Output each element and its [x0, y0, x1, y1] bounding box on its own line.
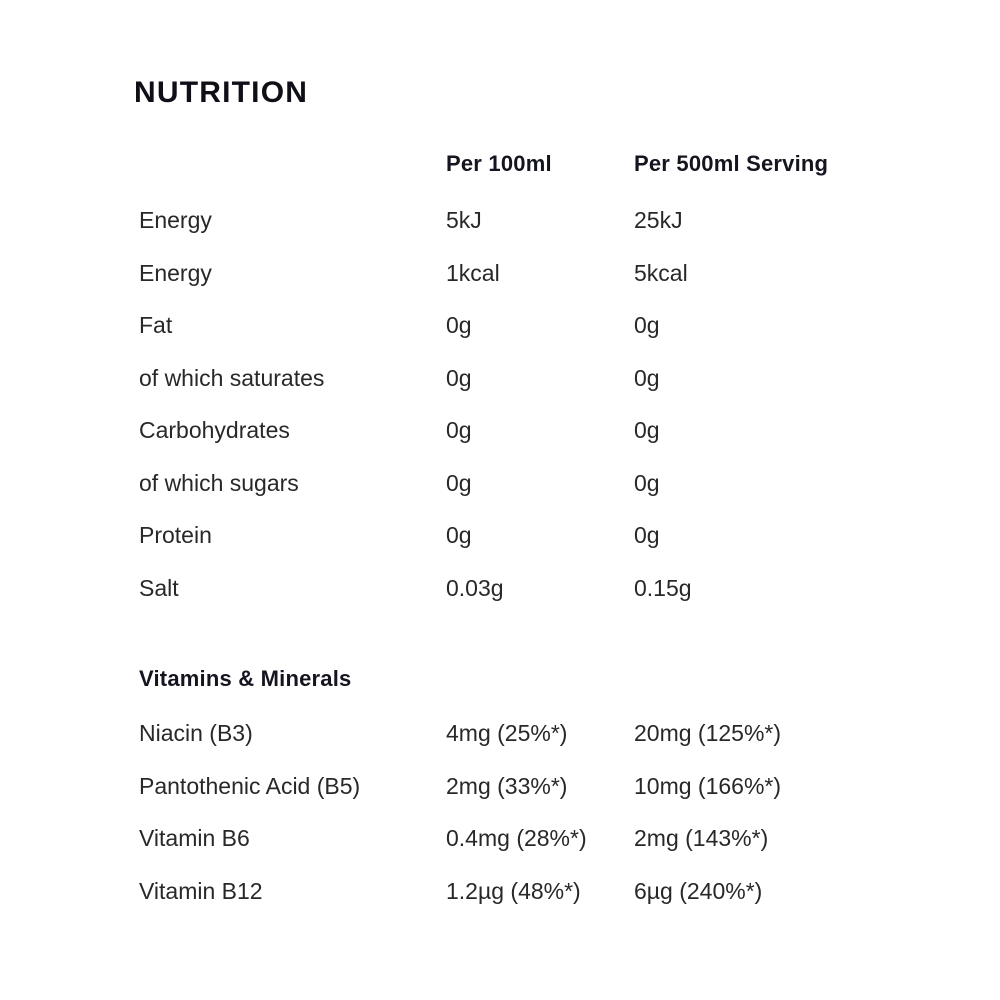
table-row: [139, 771, 919, 824]
nutrient-label: Niacin (B3): [139, 720, 253, 746]
value-per-100ml: 0.4mg (28%*): [446, 825, 587, 851]
value-per-500ml: 5kcal: [634, 259, 688, 286]
table-row: [139, 520, 919, 573]
nutrient-label: Salt: [139, 574, 179, 601]
value-per-500ml: 6µg (240%*): [634, 877, 763, 904]
table-row: [139, 205, 919, 258]
value-per-100ml: 2mg (33%*): [446, 772, 568, 799]
nutrient-label: Energy: [139, 207, 212, 233]
value-per-100ml: 0g: [446, 364, 472, 391]
nutrient-label: Protein: [139, 522, 212, 548]
nutrient-label: of which saturates: [139, 364, 325, 391]
table-row: [139, 310, 919, 363]
vitamins-section-title: Vitamins & Minerals: [139, 666, 352, 691]
table-row: [139, 363, 919, 416]
nutrient-label: of which sugars: [139, 469, 299, 496]
table-row: [139, 876, 919, 929]
value-per-100ml: 0g: [446, 522, 472, 548]
column-header-per-500ml: Per 500ml Serving: [634, 151, 829, 176]
value-per-500ml: 2mg (143%*): [634, 825, 769, 851]
value-per-500ml: 0.15g: [634, 574, 692, 601]
nutrition-panel: [134, 76, 919, 928]
table-row: [139, 823, 919, 876]
table-header-row: [139, 149, 919, 179]
table-row: [139, 415, 919, 468]
table-row: [139, 468, 919, 521]
nutrition-table: [139, 205, 919, 625]
table-row: [139, 573, 919, 626]
value-per-500ml: 0g: [634, 364, 660, 391]
table-row: [139, 718, 919, 771]
value-per-100ml: 1.2µg (48%*): [446, 877, 581, 904]
column-header-per-100ml: Per 100ml: [446, 151, 552, 176]
value-per-100ml: 0g: [446, 469, 472, 496]
value-per-500ml: 20mg (125%*): [634, 720, 782, 746]
value-per-100ml: 1kcal: [446, 259, 500, 286]
vitamins-table: [139, 718, 919, 928]
nutrient-label: Vitamin B12: [139, 877, 263, 904]
nutrient-label: Energy: [139, 259, 212, 286]
value-per-100ml: 4mg (25%*): [446, 720, 568, 746]
value-per-500ml: 0g: [634, 417, 660, 443]
nutrient-label: Fat: [139, 312, 173, 338]
table-row: [139, 258, 919, 311]
value-per-100ml: 5kJ: [446, 207, 482, 233]
page-title: NUTRITION: [134, 76, 309, 109]
value-per-500ml: 0g: [634, 522, 660, 548]
value-per-500ml: 10mg (166%*): [634, 772, 782, 799]
nutrient-label: Carbohydrates: [139, 417, 290, 443]
value-per-500ml: 25kJ: [634, 207, 683, 233]
value-per-100ml: 0.03g: [446, 574, 504, 601]
value-per-100ml: 0g: [446, 312, 472, 338]
value-per-100ml: 0g: [446, 417, 472, 443]
nutrient-label: Pantothenic Acid (B5): [139, 772, 361, 799]
value-per-500ml: 0g: [634, 312, 660, 338]
nutrient-label: Vitamin B6: [139, 825, 250, 851]
value-per-500ml: 0g: [634, 469, 660, 496]
